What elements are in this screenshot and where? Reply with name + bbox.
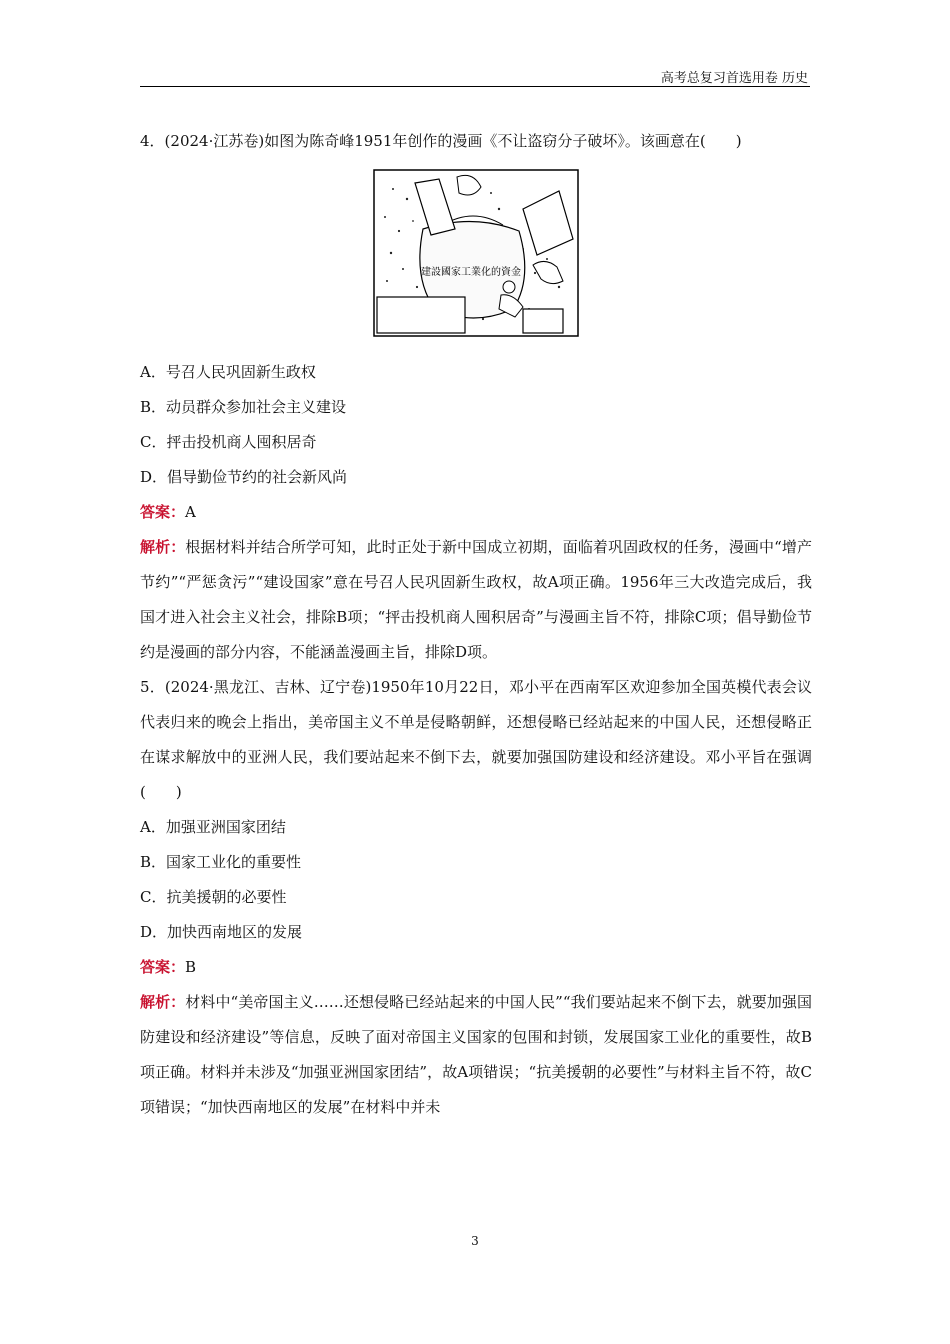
q5-stem: 5．(2024·黑龙江、吉林、辽宁卷)1950年10月22日，邓小平在西南军区欢迎参加全国英模代表会议代表归来的晚会上指出，美帝国主义不单是侵略朝鲜，还想侵略已经站起来的中国人民，还想侵略正在谋求解放中的亚洲人民，我们要站起来不倒下去，就要加强国防建设和经济建设。邓小平旨在强调( ) <box>140 678 812 801</box>
q5-option-c: C．抗美援朝的必要性 <box>140 888 287 906</box>
q5-option-a: A．加强亚洲国家团结 <box>140 818 286 836</box>
page-number: 3 <box>471 1234 479 1248</box>
q4-answer <box>140 495 812 530</box>
q5-answer-label: 答案： <box>140 958 186 976</box>
q4-analysis-label: 解析： <box>140 538 186 556</box>
q4-analysis-text: 根据材料并结合所学可知，此时正处于新中国成立初期，面临着巩固政权的任务，漫画中“增产节约”“严惩贪污”“建设国家”意在号召人民巩固新生政权，故A项正确。1956年三大改造完成后，我国才进入社会主义社会，排除B项；“抨击投机商人囤积居奇”与漫画主旨不符，排除C项；倡导勤俭节约是漫画的部分内容，不能涵盖漫画主旨，排除D项。 <box>140 538 812 661</box>
q5-analysis <box>140 985 812 1125</box>
q5-analysis-text: 材料中“美帝国主义……还想侵略已经站起来的中国人民”“我们要站起来不倒下去，就要加强国防建设和经济建设”等信息，反映了面对帝国主义国家的包围和封锁，发展国家工业化的重要性，故B项正确。材料并未涉及“加强亚洲国家团结”，故A项错误；“抗美援朝的必要性”与材料主旨不符，故C项错误；“加快西南地区的发展”在材料中并未 <box>140 993 812 1116</box>
q4-analysis <box>140 530 812 670</box>
q5-answer <box>140 950 812 985</box>
q5-analysis-label: 解析： <box>140 993 186 1011</box>
cartoon-sack-label: 建設國家工業化的資金 <box>421 267 521 278</box>
page-header <box>140 66 810 87</box>
q4-option-d: D．倡导勤俭节约的社会新风尚 <box>140 468 348 486</box>
header-text: 高考总复习首选用卷 历史 <box>660 71 808 86</box>
q5-answer-value: B <box>185 958 197 976</box>
q5-option-b: B．国家工业化的重要性 <box>140 853 302 871</box>
q4-answer-value: A <box>185 503 196 521</box>
cartoon-image <box>373 169 579 337</box>
q4-stem: 4．(2024·江苏卷)如图为陈奇峰1951年创作的漫画《不让盗窃分子破坏》。该画意在( ) <box>140 132 742 150</box>
q4-option-b: B．动员群众参加社会主义建设 <box>140 398 347 416</box>
q4-option-a: A．号召人民巩固新生政权 <box>140 363 316 381</box>
q4-option-c: C．抨击投机商人囤积居奇 <box>140 433 317 451</box>
page-content <box>140 124 812 1125</box>
q4-answer-label: 答案： <box>140 503 186 521</box>
q5-option-d: D．加快西南地区的发展 <box>140 923 303 941</box>
